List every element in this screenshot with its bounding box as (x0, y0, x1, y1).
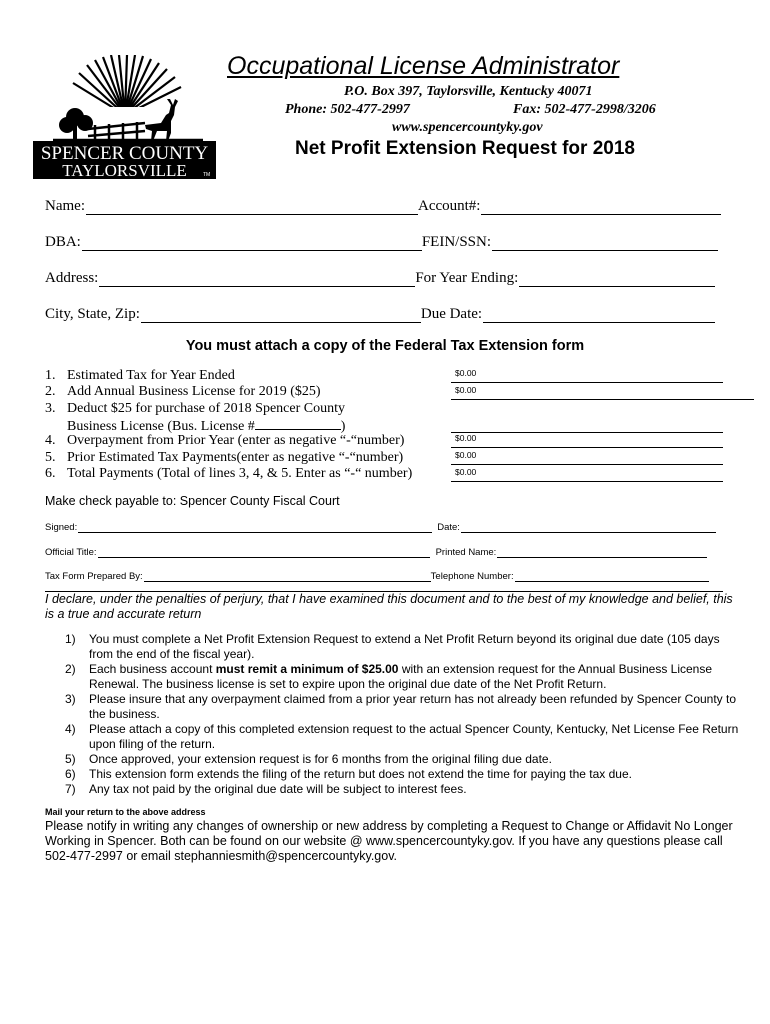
date-field[interactable] (461, 522, 716, 533)
amount-field-4[interactable] (451, 432, 723, 448)
dba-field[interactable] (82, 235, 422, 251)
prepared-by-field[interactable] (144, 571, 431, 582)
line-number: 3. (45, 401, 56, 416)
signed-label: Signed: (45, 522, 78, 533)
amount-field-3[interactable] (451, 417, 723, 433)
prepared-by-label: Tax Form Prepared By: (45, 571, 143, 582)
fein-label: FEIN/SSN: (421, 234, 492, 250)
signed-row (45, 519, 716, 533)
name-field[interactable] (86, 199, 418, 215)
spencer-county-logo (33, 55, 216, 183)
amount-value: $0.00 (455, 385, 477, 395)
line-text: Deduct $25 for purchase of 2018 Spencer County (67, 401, 345, 416)
tax-line-6 (45, 466, 412, 482)
line-text: Estimated Tax for Year Ended (67, 368, 235, 383)
notify-paragraph: Please notify in writing any changes of ownership or new address by completing a Request to Change or Affidavit No Longer Working in Spencer. Both can be found on our website @ www.spencercountyky.gov. If you have any questions please call 502-477-2997 or email stephanniesmith@spencercountyky.gov. (45, 819, 733, 863)
amount-field-2[interactable] (451, 384, 754, 400)
rule-item: 7) Any tax not paid by the original due date will be subject to interest fees. (65, 782, 467, 796)
official-title-label: Official Title: (45, 547, 97, 558)
mail-heading: Mail your return to the above address (45, 807, 206, 817)
address-label: Address: (45, 270, 99, 286)
tax-line-5 (45, 450, 403, 466)
year-ending-field[interactable] (519, 271, 715, 287)
tax-line-3 (45, 401, 345, 417)
tax-line-4 (45, 433, 404, 449)
office-phone: Phone: 502-477-2997 (285, 102, 410, 117)
business-license-number-field[interactable] (255, 417, 341, 430)
printed-name-field[interactable] (497, 547, 707, 558)
line-number: 4. (45, 433, 56, 448)
dba-row (45, 231, 718, 251)
address-field[interactable] (99, 271, 415, 287)
prepared-row (45, 568, 709, 582)
logo-trademark: TM (203, 172, 211, 178)
line-text: Total Payments (Total of lines 3, 4, & 5. Enter as “-“ number) (67, 466, 413, 481)
printed-name-label: Printed Name: (435, 547, 497, 558)
line-text: Add Annual Business License for 2019 ($25) (67, 384, 321, 399)
amount-field-1[interactable] (451, 367, 723, 383)
rule-item: 4) Please attach a copy of this completed extension request to the actual Spencer County, Kentucky, Net License Fee Return upon filing of the return. (65, 722, 739, 751)
rule-item: 1) You must complete a Net Profit Extension Request to extend a Net Profit Return beyond its original due date (105 days from the end of the fiscal year). (65, 632, 720, 661)
amount-value: $0.00 (455, 450, 477, 460)
amount-field-5[interactable] (451, 449, 723, 465)
account-label: Account#: (417, 198, 481, 214)
form-title: Net Profit Extension Request for 2018 (295, 138, 635, 159)
name-label: Name: (45, 198, 85, 214)
amount-value: $0.00 (455, 368, 477, 378)
logo-text-county: SPENCER COUNTY (40, 143, 209, 164)
city-label: City, State, Zip: (45, 306, 140, 322)
office-address: P.O. Box 397, Taylorsville, Kentucky 40071 (344, 84, 593, 99)
signed-field[interactable] (78, 522, 432, 533)
fein-field[interactable] (492, 235, 718, 251)
telephone-label: Telephone Number: (430, 571, 514, 582)
rule-item: 3) Please insure that any overpayment claimed from a prior year return has not already been refunded by Spencer County to the business. (65, 692, 737, 721)
due-date-field[interactable] (483, 307, 715, 323)
line-text: Overpayment from Prior Year (enter as negative “-“number) (67, 433, 405, 448)
line-number: 2. (45, 384, 56, 399)
city-field[interactable] (141, 307, 421, 323)
amount-value: $0.00 (455, 433, 477, 443)
line-number: 5. (45, 450, 56, 465)
logo-text-city: TAYLORSVILLE (62, 161, 187, 180)
tax-line-2 (45, 384, 321, 400)
tax-line-1 (45, 368, 235, 384)
name-row (45, 195, 721, 215)
attach-notice: You must attach a copy of the Federal Tax Extension form (185, 338, 585, 354)
due-date-label: Due Date: (420, 306, 483, 322)
official-title-field[interactable] (98, 547, 430, 558)
address-row (45, 267, 715, 287)
extension-rules-list (65, 632, 745, 797)
rule-item: 2) Each business account must remit a minimum of $25.00 with an extension request for the Annual Business License Renewal. The business license is set to expire upon the original due date of the Net Profit Return. (65, 662, 713, 691)
account-field[interactable] (481, 199, 721, 215)
line-text: Business License (Bus. License # (67, 419, 255, 434)
year-ending-label: For Year Ending: (415, 270, 519, 286)
rule-item: 5) Once approved, your extension request is for 6 months from the original filing due date. (65, 752, 552, 766)
office-title: Occupational License Administrator (227, 52, 620, 80)
date-label: Date: (437, 522, 460, 533)
line-text: ) (340, 419, 346, 434)
title-row (45, 544, 707, 558)
line-number: 6. (45, 466, 56, 481)
payable-note: Make check payable to: Spencer County Fiscal Court (45, 494, 340, 508)
amount-field-6[interactable] (451, 466, 723, 482)
amount-value: $0.00 (455, 467, 477, 477)
office-fax: Fax: 502-477-2998/3206 (513, 102, 656, 117)
sunburst-rays (73, 55, 181, 115)
telephone-field[interactable] (515, 571, 709, 582)
perjury-declaration: I declare, under the penalties of perjury, that I have examined this document and to the best of my knowledge and belief, this is a true and accurate return (45, 592, 733, 621)
line-number: 1. (45, 368, 56, 383)
rule-item: 6) This extension form extends the filing of the return but does not extend the time for paying the tax due. (65, 767, 632, 781)
office-website[interactable]: www.spencercountyky.gov (392, 120, 543, 135)
line-text: Prior Estimated Tax Payments(enter as negative “-“number) (67, 450, 404, 465)
dba-label: DBA: (45, 234, 81, 250)
city-row (45, 303, 715, 323)
